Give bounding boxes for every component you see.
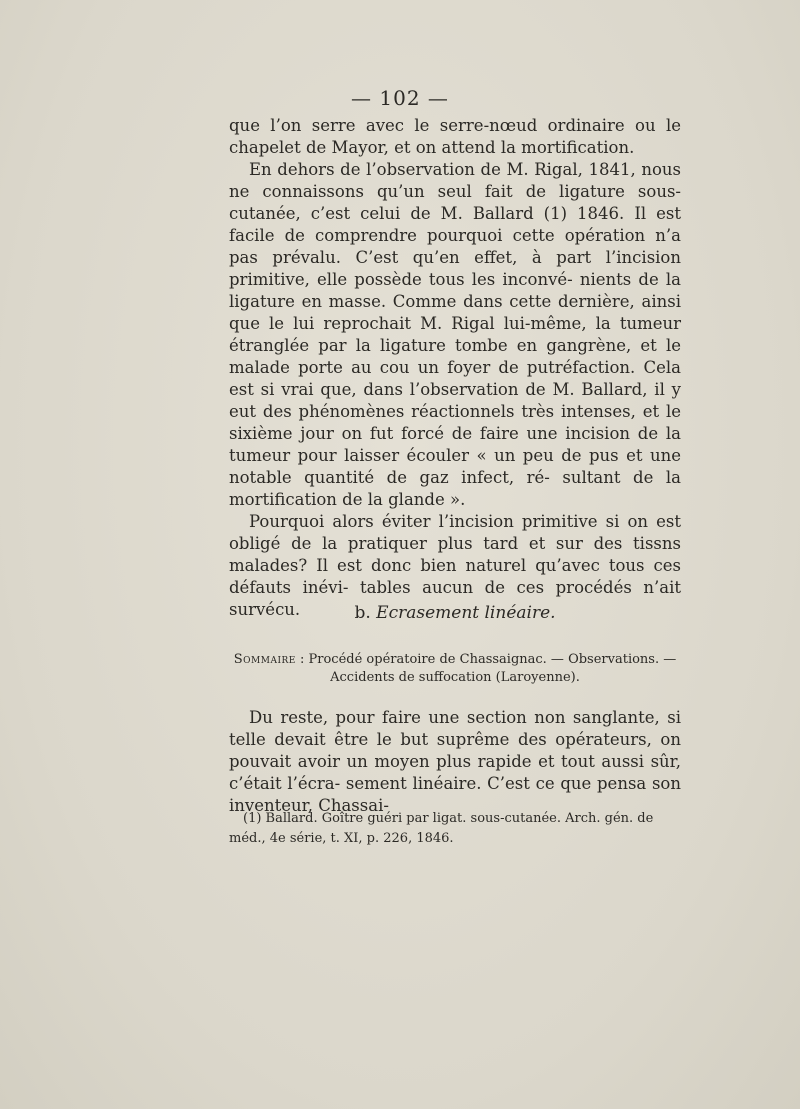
summary-label: Sommaire — [233, 652, 296, 667]
footnote-text: (1) Ballard. Goître guéri par ligat. sous-cutanée. Arch. gén. de méd., 4e série, t. XI, p. 226, 1846. — [229, 811, 654, 846]
paragraph: que l’on serre avec le serre-nœud ordinaire ou le chapelet de Mayor, et on attend la mortification. — [229, 116, 681, 157]
paragraph: Du reste, pour faire une section non sanglante, si telle devait être le but suprême des opérateurs, on pouvait avoir un moyen plus rapide et tout aussi sûr, c’était l’écra- sement linéaire. C’est ce que pensa son inventeur, Chassai- — [229, 708, 681, 815]
main-text-bottom — [229, 707, 681, 817]
section-heading — [229, 603, 681, 623]
footnote — [229, 809, 681, 849]
paragraph: Pourquoi alors éviter l’incision primitive si on est obligé de la pratiquer plus tard et sur des tissns malades? Il est donc bien naturel qu’avec tous ces défauts inévi- tables aucun de ces procédés n’ait survécu. — [229, 512, 681, 619]
paragraph: En dehors de l’observation de M. Rigal, 1841, nous ne connaissons qu’un seul fait de ligature sous-cutanée, c’est celui de M. Ballard (1) 1846. Il est facile de comprendre pourquoi cette opération n’a pas prévalu. C’est qu’en effet, à part l’incision primitive, elle possède tous les inconvé- nients de la ligature en masse. Comme dans cette dernière, ainsi que le lui reprochait M. Rigal lui-même, la tumeur étranglée par la ligature tombe en gangrène, et le malade porte au cou un foyer de putréfaction. Cela est si vrai que, dans l’observation de M. Ballard, il y eut des phénomènes réactionnels très intenses, et le sixième jour on fut forcé de faire une incision de la tumeur pour laisser écouler « un peu de pus et une notable quantité de gaz infect, ré- sultant de la mortification de la glande ». — [229, 160, 681, 509]
main-text-top — [229, 115, 681, 621]
section-letter: b. — [354, 603, 371, 623]
section-title: Ecrasement linéaire. — [376, 603, 556, 623]
summary-block — [229, 651, 681, 687]
summary-text: : Procédé opératoire de Chassaignac. — Observations. — Accidents de suffocation (Laroyenne). — [300, 652, 677, 685]
page-number: — 102 — — [351, 86, 449, 110]
